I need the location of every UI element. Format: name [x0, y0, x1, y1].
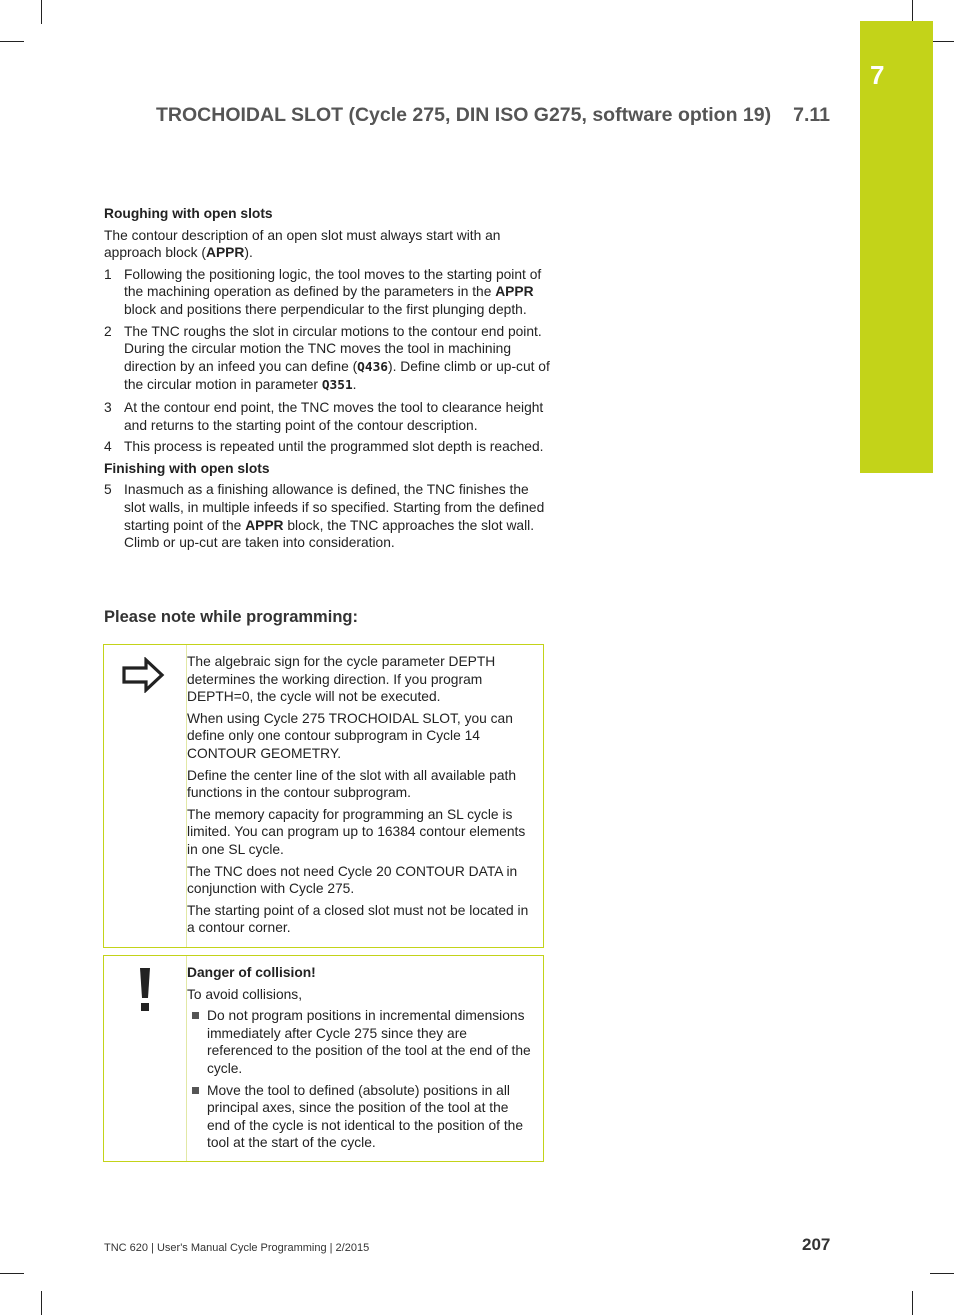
crop-mark — [930, 41, 954, 42]
crop-mark — [0, 41, 24, 42]
list-item: 4 This process is repeated until the programmed slot depth is reached. — [104, 439, 544, 455]
bullet-square-icon — [187, 1007, 207, 1077]
list-item: 5 Inasmuch as a finishing allowance is defined, the TNC finishes the slot walls, in multiple infeeds if so specified. Starting from the defined starting point of the APPR block, the TNC approaches the slot wall. Climb or up-cut are taken into consideration. — [104, 482, 545, 551]
note-paragraph: When using Cycle 275 TROCHOIDAL SLOT, you can define only one contour subprogram in Cycle 14 CONTOUR GEOMETRY. — [187, 710, 513, 761]
chapter-number: 7 — [870, 60, 885, 90]
note-paragraph: The starting point of a closed slot must not be located in a contour corner. — [187, 902, 529, 936]
note-paragraph: The TNC does not need Cycle 20 CONTOUR DATA in conjunction with Cycle 275. — [187, 863, 518, 897]
finishing-heading: Finishing with open slots — [104, 460, 270, 476]
bullet-square-icon — [187, 1082, 207, 1152]
bullet-item: Do not program positions in incremental dimensions immediately after Cycle 275 since they are referenced to the position of the tool at the end of the cycle. — [187, 1007, 533, 1077]
danger-icon-column — [104, 956, 186, 1161]
note-icon-column — [104, 645, 186, 947]
main-content — [104, 205, 552, 556]
note-paragraph: Define the center line of the slot with all available path functions in the contour subprogram. — [187, 767, 517, 801]
list-item: 3 At the contour end point, the TNC moves the tool to clearance height and returns to the starting point of the contour description. — [104, 399, 544, 433]
list-item: 2 The TNC roughs the slot in circular motions to the contour end point. During the circular motion the TNC moves the tool in machining direction by an infeed you can define (Q436). Define climb or up-cut of the circular motion in parameter Q351. — [104, 323, 550, 394]
danger-text — [187, 964, 533, 1156]
list-item: 1 Following the positioning logic, the tool moves to the starting point of the machining operation as defined by the parameters in the APPR block and positions there perpendicular to the first plunging depth. — [104, 266, 542, 317]
crop-mark — [930, 1273, 954, 1274]
running-header — [156, 104, 830, 127]
notes-title: Please note while programming: — [104, 608, 358, 626]
section-number: 7.11 — [793, 104, 830, 126]
note-box — [103, 644, 544, 948]
exclamation-icon — [137, 966, 153, 1014]
crop-mark — [912, 1291, 913, 1315]
arrow-right-icon — [122, 657, 166, 693]
roughing-intro: The contour description of an open slot must always start with an approach block (APPR). — [104, 227, 501, 261]
page-number: 207 — [802, 1235, 831, 1254]
note-paragraph: The memory capacity for programming an SL cycle is limited. You can program up to 16384 contour elements in one SL cycle. — [187, 806, 526, 857]
header-title: TROCHOIDAL SLOT (Cycle 275, DIN ISO G275, software option 19) — [156, 104, 772, 126]
note-text — [187, 653, 533, 941]
footer-text: TNC 620 | User's Manual Cycle Programming | 2/2015 — [104, 1242, 370, 1254]
roughing-steps — [104, 266, 552, 456]
danger-heading: Danger of collision! — [187, 965, 316, 980]
crop-mark — [41, 0, 42, 24]
note-paragraph: The algebraic sign for the cycle parameter DEPTH determines the working direction. If you program DEPTH=0, the cycle will not be executed. — [187, 654, 496, 705]
bullet-item: Move the tool to defined (absolute) positions in all principal axes, since the position of the tool at the end of the cycle is not identical to the position of the tool at the start of the cycle. — [187, 1082, 533, 1152]
danger-box — [103, 955, 544, 1162]
danger-intro: To avoid collisions, — [187, 986, 303, 1002]
roughing-heading: Roughing with open slots — [104, 206, 273, 221]
crop-mark — [41, 1291, 42, 1315]
crop-mark — [0, 1273, 24, 1274]
